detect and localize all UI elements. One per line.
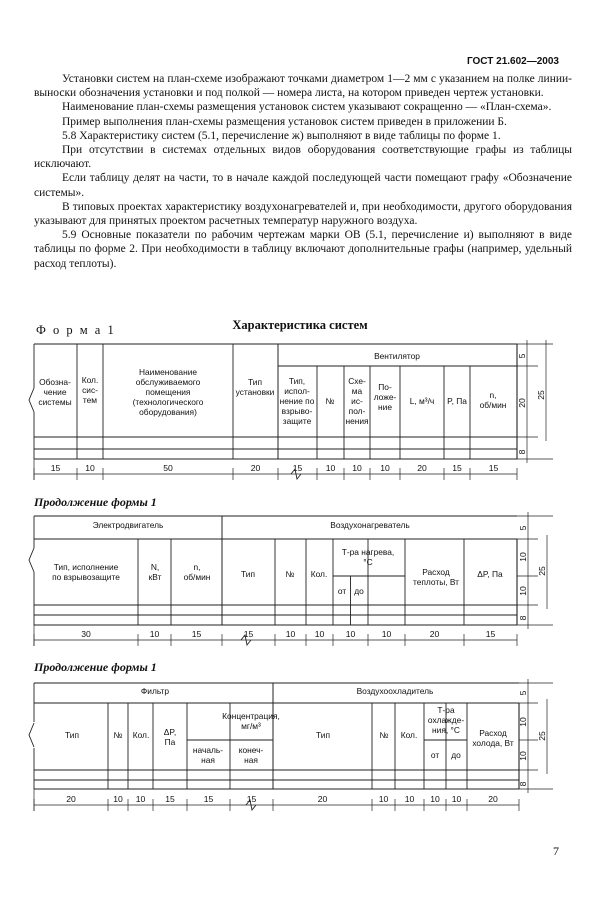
- table-text: 15: [292, 463, 303, 473]
- break-mark: [29, 723, 34, 747]
- table-text: Обозна-: [39, 377, 71, 387]
- table-text: Па: [164, 737, 176, 747]
- table-text: 20: [488, 794, 498, 804]
- table-text: сис-: [82, 385, 98, 395]
- table-text: об/мин: [479, 400, 507, 410]
- form-label: Ф о р м а 1: [36, 323, 116, 337]
- table-text: 5: [518, 525, 528, 531]
- table-text: 20: [250, 463, 261, 473]
- table-text: теплоты, Вт: [412, 577, 460, 587]
- table-text: 10: [378, 794, 389, 804]
- table-text: 15: [246, 794, 257, 804]
- table-text: Наименование: [138, 367, 198, 377]
- table-text: по взрывозащите: [52, 572, 120, 582]
- table-text: 25: [537, 731, 547, 741]
- table-text: до: [354, 586, 364, 596]
- table-text: тем: [82, 395, 98, 405]
- table-text: системы: [38, 397, 72, 407]
- table-text: Тип: [241, 569, 255, 579]
- table-text: ная: [244, 755, 258, 765]
- table-text: 10: [518, 717, 528, 727]
- table-text: 10: [404, 794, 415, 804]
- table-text: 30: [81, 629, 91, 639]
- table-text: 20: [66, 794, 76, 804]
- table-text: 8: [517, 449, 527, 455]
- table-text: началь-: [192, 745, 224, 755]
- table-text: нение по: [279, 396, 315, 406]
- table-text: 5: [518, 690, 528, 696]
- table-text: до: [451, 750, 461, 760]
- table-text: P, Па: [447, 396, 467, 406]
- table-text: Схе-: [348, 376, 366, 386]
- table-text: 10: [314, 629, 325, 639]
- table-text: N,: [150, 562, 160, 572]
- table-text: Расход: [422, 567, 450, 577]
- table-text: Расход: [479, 728, 507, 738]
- table-text: ния, °C: [432, 725, 460, 735]
- table-text: 10: [285, 629, 296, 639]
- table-text: нения: [345, 416, 369, 426]
- table-text: 8: [518, 615, 528, 621]
- table-text: об/мин: [183, 572, 211, 582]
- table-text: оборудования): [139, 407, 197, 417]
- continuation-label: Продолжение формы 1: [34, 495, 157, 509]
- table-text: чение: [43, 387, 67, 397]
- table-text: Кол.: [81, 375, 99, 385]
- paragraph: 5.8 Характеристику систем (5.1, перечисление ж) выполняют в виде таблицы по форме 1.: [62, 129, 501, 142]
- table-text: Электродвигатель: [92, 520, 164, 530]
- table-text: защите: [282, 416, 312, 426]
- table-text: 25: [537, 566, 547, 576]
- table-text: 15: [165, 794, 175, 804]
- table-text: 10: [135, 794, 146, 804]
- table-text: 10: [380, 463, 390, 473]
- paragraph: Установки систем на план-схеме изображают точками диаметром 1—2 мм с указанием на полке линии-выноски обозначения установки и под полкой — номера листа, на котором приведен чертеж установки.: [34, 73, 572, 100]
- table-text: n,: [489, 390, 497, 400]
- table-text: ма: [351, 386, 363, 396]
- table-text: 20: [517, 398, 527, 408]
- table-text: ис-: [351, 396, 363, 406]
- table-text: Тип: [248, 377, 262, 387]
- table-text: 10: [149, 629, 160, 639]
- break-mark: [29, 388, 34, 412]
- table-text: Тип: [316, 730, 330, 740]
- table-text: охлажде-: [427, 715, 465, 725]
- table-text: 10: [518, 751, 528, 761]
- table-text: 50: [163, 463, 173, 473]
- table-text: Тип, исполнение: [53, 562, 119, 572]
- table-text: Воздухонагреватель: [330, 520, 410, 530]
- table-text: °C: [363, 557, 373, 567]
- table-text: 5: [517, 353, 527, 359]
- table-text: 10: [113, 794, 123, 804]
- table-text: холода, Вт: [472, 738, 514, 748]
- table-text: L, м³/ч: [409, 396, 435, 406]
- table-text: 10: [518, 552, 528, 562]
- table-text: 15: [50, 463, 61, 473]
- paragraph: 5.9 Основные показатели по рабочим чертежам марки ОВ (5.1, перечисление и) выполняют в виде таблицы по форме 2. При необходимости в таблицу включают дополнительные графы (например, удельный расход теплоты).: [34, 229, 572, 270]
- table-text: №: [113, 730, 123, 740]
- table-text: 25: [536, 390, 546, 400]
- table-text: 15: [485, 629, 496, 639]
- table-text: Концентрация,: [222, 711, 280, 721]
- table-text: от: [430, 750, 440, 760]
- table-text: кВт: [148, 572, 162, 582]
- table-text: Т-ра: [437, 705, 455, 715]
- table-text: конеч-: [238, 745, 264, 755]
- table-text: мг/м³: [241, 721, 261, 731]
- paragraph: Если таблицу делят на части, то в начале каждой последующей части помещают графу «Обозначение системы».: [34, 172, 572, 199]
- table-text: 20: [417, 463, 427, 473]
- document-header: ГОСТ 21.602—2003: [466, 56, 559, 67]
- paragraph: В типовых проектах характеристику воздухонагревателей и, при необходимости, другого оборудования указывают для принятых проектом расчетных температур наружного воздуха.: [34, 200, 572, 228]
- table-text: №: [325, 396, 335, 406]
- table-text: Фильтр: [140, 686, 170, 696]
- table-text: Кол.: [310, 569, 328, 579]
- table-text: от: [337, 586, 347, 596]
- table-text: ная: [201, 755, 215, 765]
- break-mark: [29, 548, 34, 572]
- table-text: Вентилятор: [374, 351, 420, 361]
- table-text: Т-ра нагрева,: [341, 547, 395, 557]
- table-text: ние: [378, 402, 392, 412]
- table-text: установки: [235, 387, 275, 397]
- table-text: Кол.: [132, 730, 150, 740]
- table-text: №: [379, 730, 389, 740]
- table-text: 15: [488, 463, 499, 473]
- table-text: 10: [325, 463, 336, 473]
- table-text: ΔP, Па: [477, 569, 503, 579]
- table-text: 15: [203, 794, 214, 804]
- table-text: №: [285, 569, 295, 579]
- table-text: 8: [518, 781, 528, 787]
- table-text: пол-: [348, 406, 366, 416]
- paragraph: Пример выполнения план-схемы размещения установок систем приведен в приложении Б.: [62, 115, 507, 128]
- table-text: 15: [452, 463, 462, 473]
- table-text: Тип: [65, 730, 79, 740]
- paragraph: Наименование план-схемы размещения установок систем указывают сокращенно — «План-схема».: [62, 101, 552, 114]
- table-text: 10: [85, 463, 95, 473]
- table-text: Воздухоохладитель: [356, 686, 434, 696]
- paragraph: При отсутствии в системах отдельных видов оборудования соответствующие графы из таблицы исключают.: [34, 144, 572, 171]
- table-text: помещения: [145, 387, 191, 397]
- table-text: 10: [451, 794, 462, 804]
- table-text: 20: [429, 629, 440, 639]
- table-text: испол-: [284, 386, 310, 396]
- table-text: ложе-: [373, 392, 397, 402]
- table-text: обслуживаемого: [135, 377, 201, 387]
- table-text: n,: [193, 562, 201, 572]
- continuation-label: Продолжение формы 1: [34, 660, 157, 674]
- table-text: По-: [378, 382, 392, 392]
- table-text: 10: [430, 794, 440, 804]
- table-text: 10: [381, 629, 392, 639]
- table-text: 10: [518, 586, 528, 596]
- page-number: 7: [553, 844, 559, 858]
- table-title: Характеристика систем: [232, 318, 368, 332]
- table-text: ΔP,: [163, 727, 177, 737]
- table-text: Тип,: [288, 376, 306, 386]
- table-text: Кол.: [400, 730, 418, 740]
- table-text: 10: [345, 629, 356, 639]
- table-text: взрыво-: [281, 406, 313, 416]
- table-text: 20: [317, 794, 328, 804]
- table-text: 15: [191, 629, 202, 639]
- table-text: 15: [243, 629, 254, 639]
- table-text: (технологического: [132, 397, 204, 407]
- table-text: 10: [352, 463, 362, 473]
